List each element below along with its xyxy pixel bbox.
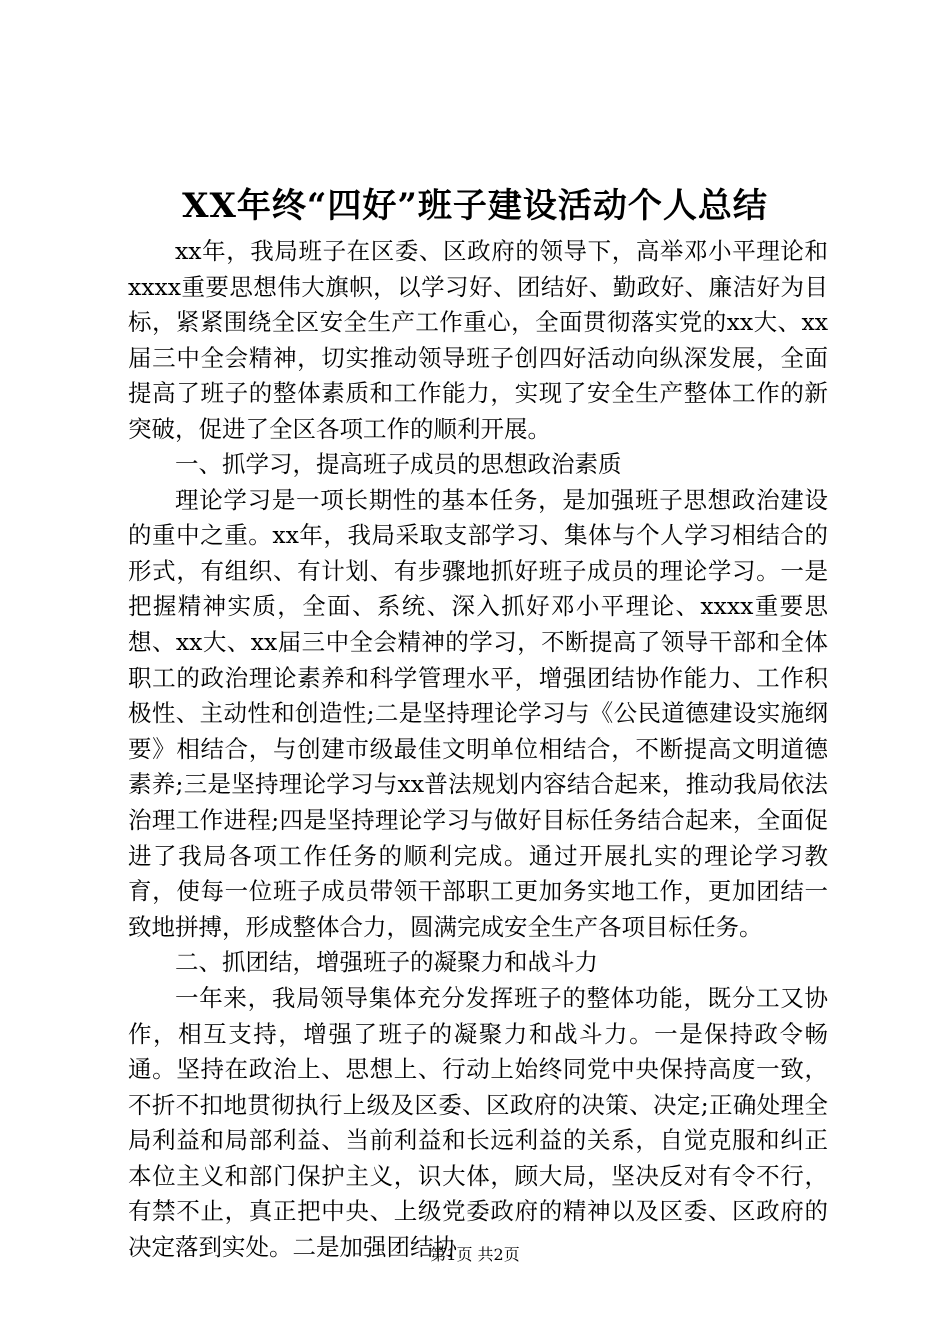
section1-heading: 一、抓学习，提高班子成员的思想政治素质 [175,450,622,478]
section2-heading: 二、抓团结，增强班子的凝聚力和战斗力 [175,948,598,977]
intro-block [128,234,828,448]
page-footer: 第1页 共2页 [430,1245,520,1264]
section1-paragraph: 理论学习是一项长期性的基本任务，是加强班子思想政治建设的重中之重。xx年，我局采取支部学习、集体与个人学习相结合的形式，有组织、有计划、有步骤地抓好班子成员的理论学习。一是把握精神实质，全面、系统、深入抓好邓小平理论、xxxx重要思想、xx大、xx届三中全会精神的学习，不断提高了领导干部和全体职工的政治理论素养和科学管理水平，增强团结协作能力、工作积极性、主动性和创造性;二是坚持理论学习与《公民道德建设实施纲要》相结合，与创建市级最佳文明单位相结合，不断提高文明道德素养;三是坚持理论学习与xx普法规划内容结合起来，推动我局依法治理工作进程;四是坚持理论学习与做好目标任务结合起来，全面促进了我局各项工作任务的顺利完成。通过开展扎实的理论学习教育，使每一位班子成员带领干部职工更加务实地工作，更加团结一致地拼搏，形成整体合力，圆满完成安全生产各项目标任务。 [128,485,828,941]
document-title: XX年终“四好”班子建设活动个人总结 [182,186,768,226]
section2-paragraph: 一年来，我局领导集体充分发挥班子的整体功能，既分工又协作，相互支持，增强了班子的凝聚力和战斗力。一是保持政令畅通。坚持在政治上、思想上、行动上始终同党中央保持高度一致，不折不扣地贯彻执行上级及区委、区政府的决策、决定;正确处理全局利益和局部利益、当前利益和长远利益的关系，自觉克服和纠正本位主义和部门保护主义，识大体，顾大局，坚决反对有令不行，有禁不止，真正把中央、上级党委政府的精神以及区委、区政府的决定落到实处。二是加强团结协 [128,983,828,1262]
sections-block [128,447,828,1266]
intro-paragraph: xx年，我局班子在区委、区政府的领导下，高举邓小平理论和xxxx重要思想伟大旗帜，以学习好、团结好、勤政好、廉洁好为目标，紧紧围绕全区安全生产工作重心，全面贯彻落实党的xx大、xx届三中全会精神，切实推动领导班子创四好活动向纵深发展，全面提高了班子的整体素质和工作能力，实现了安全生产整体工作的新突破，促进了全区各项工作的顺利开展。 [128,237,828,443]
